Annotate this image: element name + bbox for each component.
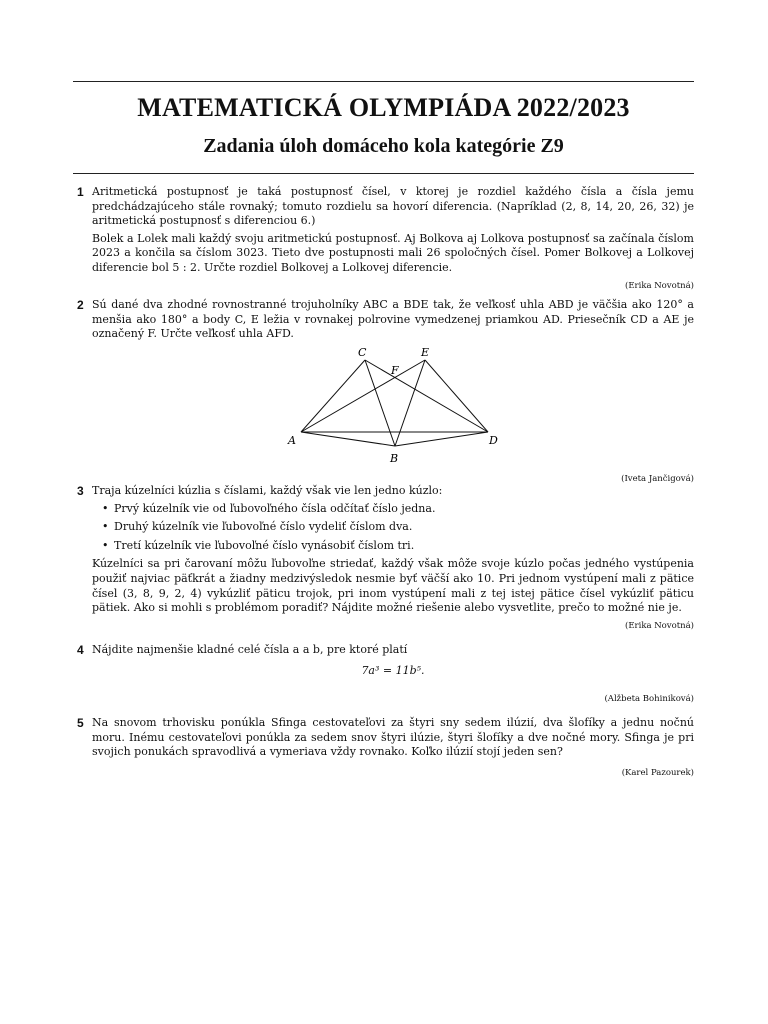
problem-author: (Iveta Jančigová) — [621, 473, 694, 484]
problem-author: (Karel Pazourek) — [621, 767, 694, 778]
segment-DE — [425, 360, 488, 432]
segment-BE — [395, 360, 425, 446]
problem-number: 3 — [77, 484, 84, 498]
bullet-item: • Tretí kúzelník vie ľubovoľné číslo vynásobiť číslom tri. — [102, 539, 694, 554]
segment-AB — [301, 432, 395, 446]
problem-2 — [73, 298, 694, 486]
label-F: F — [391, 363, 399, 377]
label-C: C — [358, 345, 367, 359]
problem-paragraph: Bolek a Lolek mali každý svoju aritmetickú postupnosť. Aj Bolkova aj Lolkova postupnosť sa začínala číslom 2023 a končila sa číslom 3023. Tieto dve postupnosti mali 26 spoločných čísel. Pomer Bolkovej a Lolkovej diferencie bol 5 : 2. Určte rozdiel Bolkovej a Lolkovej diferencie. — [92, 231, 694, 274]
problem-number: 1 — [77, 185, 84, 199]
label-E: E — [421, 345, 430, 359]
bullet-list — [92, 502, 694, 554]
problem-paragraph: Na snovom trhovisku ponúkla Sfinga cestovateľovi za štyri sny sedem ilúzií, dva šlofíky a jednu nočnú moru. Inému cestovateľovi ponúkla za sedem snov štyri ilúzie, štyri šlofíky a dve nočné mory. Sfinga je pri svojich ponukách spravodlivá a vymeriava vždy rovnako. Koľko ilúzií stojí jeden sen? — [92, 716, 694, 759]
problem-number: 4 — [77, 643, 84, 657]
problem-intro: Traja kúzelníci kúzlia s číslami, každý však vie len jedno kúzlo: — [92, 484, 443, 497]
segment-AE — [301, 360, 425, 432]
page-subtitle: Zadania úloh domáceho kola kategórie Z9 — [203, 135, 564, 157]
header-bottom-rule — [73, 173, 694, 174]
segment-AC — [301, 360, 365, 432]
label-D: D — [489, 433, 498, 447]
problem-author: (Erika Novotná) — [625, 620, 694, 631]
segment-CD — [365, 360, 488, 432]
formula: 7a³ = 11b⁵. — [361, 663, 425, 677]
top-rule — [73, 81, 694, 82]
problem-3 — [73, 484, 694, 633]
label-A: A — [288, 433, 296, 447]
bullet-item: • Druhý kúzelník vie ľubovoľné číslo vydeliť číslom dva. — [102, 520, 694, 535]
segment-BD — [395, 432, 488, 446]
page-title: MATEMATICKÁ OLYMPIÁDA 2022/2023 — [137, 93, 630, 122]
problem-paragraph: Nájdite najmenšie kladné celé čísla a a b, pre ktoré platí — [92, 643, 408, 656]
triangles-figure — [270, 346, 500, 464]
problem-paragraph: Aritmetická postupnosť je taká postupnosť čísel, v ktorej je rozdiel každého čísla a čísla jemu predchádzajúceho stále rovnaký; tomuto rozdielu sa hovorí diferencia. (Napríklad (2, 8, 14, 20, 26, 32) je aritmetická postupnosť s diferenciou 6.) — [92, 185, 694, 228]
problem-paragraph: Kúzelníci sa pri čarovaní môžu ľubovoľne striedať, každý však môže svoje kúzlo počas jedného vystúpenia použiť najviac päťkrát a žiadny medzivýsledok nesmie byť väčší ako 10. Pri jednom vystúpení mali z pätice čísel (3, 8, 9, 2, 4) vykúzliť päticu trojok, pri inom vystúpení mali z tej istej pätice čísel vykúzliť päticu pätiek. Ako si mohli s problémom poradiť? Nájdite možné riešenie alebo vysvetlite, prečo to možné nie je. — [92, 557, 694, 615]
problem-paragraph: Sú dané dva zhodné rovnostranné trojuholníky ABC a BDE tak, že veľkosť uhla ABD je väčšia ako 120° a menšia ako 180° a body C, E ležia v rovnakej polrovine vymedzenej priamkou AD. Priesečník CD a AE je označený F. Určte veľkosť uhla AFD. — [92, 298, 694, 341]
problem-1 — [73, 185, 694, 293]
problem-author: (Erika Novotná) — [625, 280, 694, 291]
bullet-item: • Prvý kúzelník vie od ľubovoľného čísla odčítať číslo jedna. — [102, 502, 694, 517]
problem-number: 5 — [77, 716, 84, 730]
problem-4 — [73, 643, 694, 707]
problem-author: (Alžbeta Bohiniková) — [604, 694, 694, 705]
problem-number: 2 — [77, 298, 84, 312]
problem-5 — [73, 716, 694, 780]
label-B: B — [390, 451, 399, 464]
